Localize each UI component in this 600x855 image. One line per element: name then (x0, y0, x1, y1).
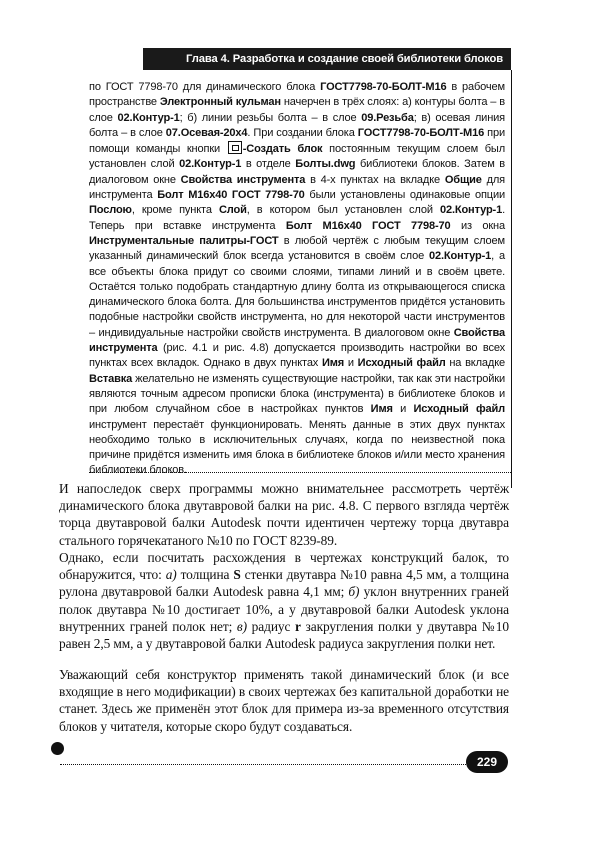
bold-term: Свойства инструмента (89, 326, 505, 355)
bold-term: Свойства инструмента (180, 173, 306, 186)
body-paragraph-3 (59, 666, 509, 735)
text-run: при помощи команды кнопки (89, 126, 505, 156)
text-run: по ГОСТ 7798-70 для динамического блока (89, 81, 321, 93)
bold-term: Общие (444, 173, 482, 186)
bold-term: Послою (89, 204, 132, 217)
bold-term: Исходный файл (357, 357, 446, 370)
body-paragraph-2 (59, 549, 509, 652)
text-run: Однако, если посчитать расхождения в чертежах конструкций балок, то обнаружится, что: (59, 550, 509, 583)
text-run: толщина (176, 567, 234, 583)
footer-bullet (51, 742, 64, 755)
text-run: в любой чертёж с любым текущим слоем указанный динамический блок всегда установится в своём слое (89, 234, 505, 263)
text-run: (рис. 4.1 и рис. 4.8) допускается производить настройки во всех пунктах всех вкладок. Однако в двух пунктах (89, 342, 505, 370)
italic-marker: в) (236, 618, 247, 634)
bold-term: 09.Резьба (361, 111, 414, 124)
text-run: уклон внутренних граней полок двутавра №10 достигает 10%, а у двутавровой балки Autodesk уклона внутренних граней полок нет; (59, 584, 509, 634)
bold-term: 02.Контур-1 (117, 111, 180, 124)
bold-term: 02.Контур-1 (439, 204, 503, 217)
note-side-rule (511, 70, 512, 488)
text-run: радиус (247, 618, 296, 634)
create-block-icon (228, 141, 242, 154)
text-run: . Теперь при вставке инструмента (89, 204, 505, 232)
page-number: 229 (476, 755, 498, 769)
bold-term: Болты.dwg (295, 158, 356, 171)
bold-term: Слой (218, 204, 247, 217)
text-run: . При создании блока (247, 126, 358, 139)
bold-term: Электронный кульман (159, 96, 281, 109)
text-run: Уважающий себя конструктор применять такой динамический блок (и все входящие в него модификации) в своих чертежах без капитальной доработки не станет. Здесь же применён этот блок для примера из-за временного отсутствия блоков у читателя, которые скоро будут создаваться. (59, 667, 509, 734)
text-run: были установлены одинаковые опции (304, 189, 505, 202)
text-run: ; б) линии резьбы болта – в слое (179, 111, 362, 124)
bold-term: 07.Осевая-20х4 (165, 126, 248, 139)
text-run: постоянным текущим слоем был установлен слой (89, 143, 505, 171)
text-run: , в котором был установлен слой (246, 204, 440, 217)
text-run: , а все объекты блока придут со своими слоями, типами линий и в своём цвете. Остаётся только подобрать стандартную длину болта из открывающегося списка динамического блока болта. Для большинства инструментов придётся установить подобные настройки свойств инструмента, но для некоторой части инструментов – индивидуальные настройки свойств инструмента. В диалоговом окне (89, 250, 505, 339)
text-run: И напоследок сверх программы можно внимательнее рассмотреть чертёж динамического блока двутавровой балки на рис. 4.8. С первого взгляда чертёж торца двутавровой балки Autodesk почти идентичен чертежу торца двутавра стального горячекатаного №10 по ГОСТ 8239-89. (59, 481, 509, 548)
italic-marker: а) (165, 567, 177, 583)
italic-marker: б) (348, 584, 360, 600)
bold-term: Исходный файл (413, 403, 505, 416)
bold-term: Вставка (89, 372, 133, 385)
text-run: инструмент перестаёт функционировать. Менять данные в этих двух пунктах необходимо только в исключительных случаях, когда по неизвестной пока причине придётся изменить имя блока в библиотеке блоков и/или место хранения библиотеки блоков. (89, 418, 505, 477)
chapter-title: Глава 4. Разработка и создание своей библиотеки блоков (186, 53, 503, 65)
bold-term: Инструментальные палитры-ГОСТ (89, 234, 279, 247)
bold-term: 02.Контур-1 (429, 250, 492, 263)
bold-term: S (233, 567, 241, 583)
text-run: закругления полки у двутавра №10 равен 2,5 мм, а у двутавровой балки Autodesk радиуса закругления полки нет. (59, 618, 509, 652)
bold-term: -Создать блок (242, 143, 323, 156)
text-run: , кроме пункта (131, 204, 219, 217)
text-run: для инструмента (89, 173, 505, 202)
bold-term: ГОСТ7798-70-БОЛТ-М16 (357, 126, 485, 139)
bold-term: Болт М16х40 ГОСТ 7798-70 (157, 189, 305, 202)
chapter-header (143, 48, 511, 70)
text-run: на вкладке (445, 357, 505, 370)
bold-term: ГОСТ7798-70-БОЛТ-М16 (320, 81, 447, 93)
text-run: в рабочем пространстве (89, 81, 505, 109)
text-run: и (392, 403, 414, 416)
text-run: из окна (450, 219, 505, 232)
footer-rule (60, 764, 500, 765)
bold-term: Имя (370, 403, 393, 416)
page-number-badge (466, 751, 508, 773)
bold-term: Имя (321, 357, 345, 370)
text-run: в 4-х пунктах на вкладке (305, 173, 445, 186)
bold-term: 02.Контур-1 (179, 158, 242, 171)
text-run: начерчен в трёх слоях: а) контуры болта – в слое (89, 96, 505, 124)
text-run: и (344, 357, 358, 370)
note-block (89, 80, 505, 479)
bold-term: r (295, 618, 301, 634)
note-bottom-rule (89, 472, 511, 473)
text-run: желательно не изменять существующие настройки, так как эти настройки являются точным адресом прописки блока (инструмента) в библиотеке блоков и при любом случайном сбое в настройках пунктов (89, 372, 505, 416)
bold-term: Болт М16х40 ГОСТ 7798-70 (285, 219, 451, 232)
body-paragraph-1 (59, 480, 509, 549)
text-run: в отделе (241, 158, 296, 171)
text-run: ; в) осевая линия болта – в слое (89, 111, 505, 139)
text-run: библиотеки блоков. Затем в диалоговом окне (89, 158, 506, 186)
text-run: стенки двутавра №10 равна 4,5 мм, а толщина рулона двутавровой балки Autodesk равна 4,1 мм; (59, 567, 510, 600)
